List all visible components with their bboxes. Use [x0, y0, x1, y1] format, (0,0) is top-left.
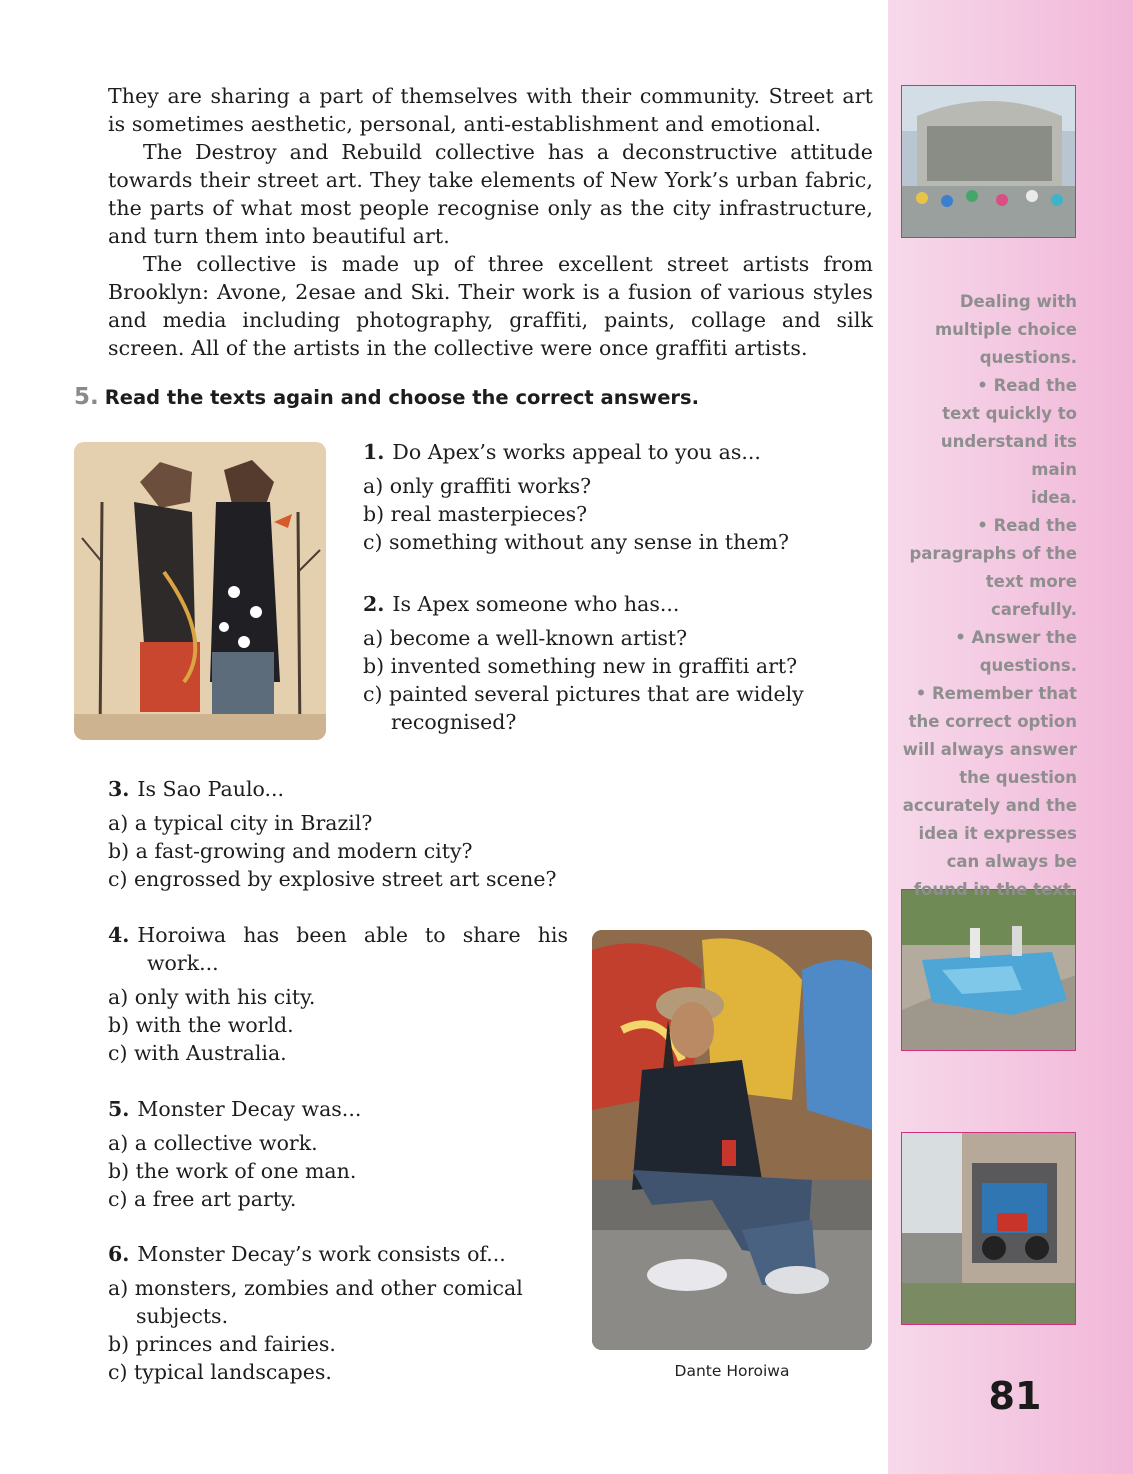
tip-heading-line: Dealing with: [959, 292, 1077, 311]
tip-line: can always be: [946, 852, 1077, 871]
page-number: 81: [988, 1374, 1042, 1418]
task-instruction: Read the texts again and choose the correct answers.: [104, 386, 700, 409]
tip-line: text more carefully.: [985, 572, 1077, 619]
answer-option: a) a collective work.: [108, 1131, 318, 1155]
paragraph-2: The Destroy and Rebuild collective has a deconstructive attitude towards their street art. They take elements of New York’s urban fabric, the parts of what most people recognise only as the city infrastructure, and turn them into beautiful art.: [108, 140, 873, 248]
question-5: [108, 1095, 568, 1213]
answer-option: c) with Australia.: [108, 1041, 287, 1065]
tip-line: • Answer the: [955, 628, 1077, 647]
sidebar-photo-street-art: [901, 889, 1076, 1051]
answer-option: a) only with his city.: [108, 985, 316, 1009]
tip-line: text quickly to: [942, 404, 1077, 423]
answer-option: c) a free art party.: [108, 1187, 297, 1211]
tip-line: idea it expresses: [918, 824, 1077, 843]
question-text: Do Apex’s works appeal to you as...: [392, 440, 761, 464]
question-2: [363, 590, 843, 736]
tip-line: found in the text.: [913, 880, 1077, 899]
question-number: 3.: [108, 777, 130, 801]
tip-box: [900, 288, 1077, 904]
paragraph-1: They are sharing a part of themselves with their community. Street art is sometimes aesthetic, personal, anti-establishment and emotional.: [108, 84, 873, 136]
answer-option: b) with the world.: [108, 1013, 294, 1037]
question-text: Horoiwa has been able to share his work...: [137, 923, 568, 975]
answer-option: b) invented something new in graffiti art?: [363, 654, 798, 678]
question-4: [108, 921, 568, 1067]
tip-line: the correct option: [908, 712, 1077, 731]
question-text: Monster Decay’s work consists of...: [137, 1242, 506, 1266]
question-text: Is Apex someone who has...: [392, 592, 680, 616]
apex-painting-image: [74, 442, 326, 740]
paragraph-3: The collective is made up of three excellent street artists from Brooklyn: Avone, 2esae and Ski. Their work is a fusion of various styles and media including photography, graffiti, paints, collage and silk screen. All of the artists in the collective were once graffiti artists.: [108, 252, 873, 360]
tip-line: will always answer: [902, 740, 1077, 759]
question-6: [108, 1240, 548, 1386]
tip-line: understand its main: [940, 432, 1077, 479]
question-3: [108, 775, 588, 893]
tip-heading-line: multiple choice: [934, 320, 1077, 339]
answer-option: c) typical landscapes.: [108, 1360, 332, 1384]
question-1: [363, 438, 843, 556]
question-number: 6.: [108, 1242, 130, 1266]
sidebar-photo-building: [901, 85, 1076, 238]
photo-caption: Dante Horoiwa: [674, 1362, 790, 1380]
answer-option: c) something without any sense in them?: [363, 530, 789, 554]
tip-line: • Read the: [977, 376, 1077, 395]
tip-line: questions.: [979, 656, 1077, 675]
answer-option: a) monsters, zombies and other comical subjects.: [108, 1276, 523, 1328]
answer-option: c) engrossed by explosive street art scene?: [108, 867, 557, 891]
tip-line: • Read the: [977, 516, 1077, 535]
answer-option: c) painted several pictures that are widely recognised?: [363, 682, 804, 734]
tip-line: the question: [959, 768, 1077, 787]
task-number: 5.: [74, 384, 99, 410]
tip-line: • Remember that: [915, 684, 1077, 703]
dante-horoiwa-photo: [592, 930, 872, 1350]
answer-option: a) become a well-known artist?: [363, 626, 688, 650]
question-text: Is Sao Paulo...: [137, 777, 285, 801]
question-text: Monster Decay was...: [137, 1097, 362, 1121]
question-number: 5.: [108, 1097, 130, 1121]
sidebar-photo-truck-mural: [901, 1132, 1076, 1325]
tip-line: idea.: [1030, 488, 1077, 507]
question-number: 4.: [108, 923, 130, 947]
question-number: 2.: [363, 592, 385, 616]
answer-option: b) the work of one man.: [108, 1159, 357, 1183]
task-heading: [74, 384, 699, 410]
tip-line: paragraphs of the: [909, 544, 1077, 563]
answer-option: a) a typical city in Brazil?: [108, 811, 373, 835]
tip-line: accurately and the: [902, 796, 1077, 815]
answer-option: b) a fast-growing and modern city?: [108, 839, 473, 863]
answer-option: a) only graffiti works?: [363, 474, 592, 498]
answer-option: b) princes and fairies.: [108, 1332, 336, 1356]
answer-option: b) real masterpieces?: [363, 502, 588, 526]
question-number: 1.: [363, 440, 385, 464]
tip-heading-line: questions.: [979, 348, 1077, 367]
